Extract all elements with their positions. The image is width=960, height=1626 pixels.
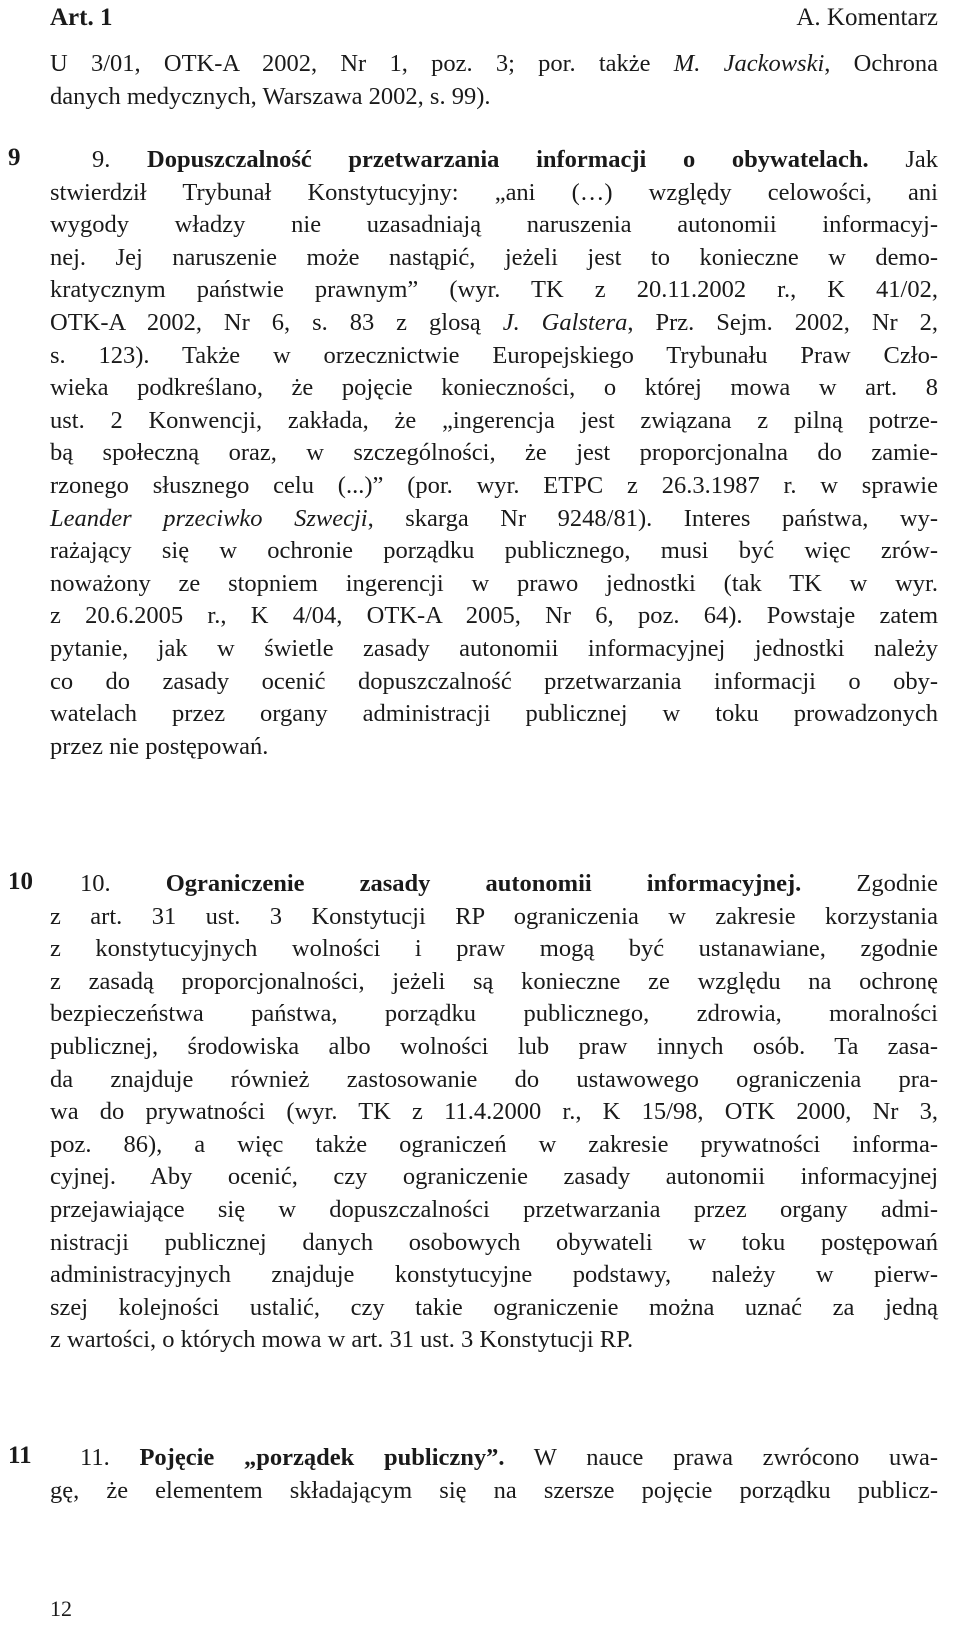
text-line [50, 1259, 938, 1292]
text-line [50, 535, 938, 568]
text-segment: nej. Jej naruszenie może nastąpić, jeżeli jest to konieczne w demo- [50, 243, 938, 271]
paragraph-11-first-line [50, 1442, 938, 1475]
italic-citation: Leander przeciwko Szwecji [50, 504, 368, 532]
text-segment: , skarga Nr 9248/81). Interes państwa, wy- [367, 504, 938, 532]
margin-number-9: 9 [8, 144, 21, 171]
text-line [50, 1194, 938, 1227]
text-segment: co do zasady ocenić dopuszczalność przetwarzania informacji o oby- [50, 667, 938, 695]
text-line [50, 966, 938, 999]
text-segment: U 3/01, OTK-A 2002, Nr 1, poz. 3; por. także [50, 50, 674, 77]
paragraph-9 [50, 144, 938, 763]
paragraph-9-heading-tail: Jak [868, 146, 938, 173]
paragraph-9-heading: Dopuszczalność przetwarzania informacji o obywatelach. [147, 146, 869, 173]
paragraph-9-number: 9. [92, 146, 111, 173]
paragraph-10-heading-tail: Zgodnie [801, 870, 938, 897]
text-segment: s. 123). Także w orzecznictwie Europejskiego Trybunału Praw Czło- [50, 341, 938, 369]
text-segment: gę, że elementem składającym się na szersze pojęcie porządku publicz- [50, 1476, 938, 1504]
text-line [50, 274, 938, 307]
text-segment: przejawiające się w dopuszczalności przetwarzania przez organy admi- [50, 1195, 938, 1223]
text-segment: rażający się w ochronie porządku publicznego, musi być więc zrów- [50, 537, 938, 565]
text-segment: rzonego słusznego celu (...)” (por. wyr. ETPC z 26.3.1987 r. w sprawie [50, 471, 938, 499]
text-line [50, 1031, 938, 1064]
text-segment: z zasadą proporcjonalności, jeżeli są konieczne ze względu na ochronę [50, 967, 938, 995]
text-segment: z wartości, o których mowa w art. 31 ust. 3 Konstytucji RP. [50, 1326, 634, 1354]
text-line [50, 48, 938, 81]
running-header-section: A. Komentarz [796, 4, 938, 31]
text-line [50, 340, 938, 373]
text-line [50, 1064, 938, 1097]
text-segment: watelach przez organy administracji publicznej w toku prowadzonych [50, 700, 938, 728]
text-segment: przez nie postępowań. [50, 732, 269, 760]
text-segment: danych medycznych, Warszawa 2002, s. 99). [50, 82, 491, 110]
italic-citation: J. Galstera [502, 308, 628, 336]
text-line [50, 177, 938, 210]
text-line [50, 307, 938, 340]
italic-citation: M. Jackowski [673, 50, 825, 77]
paragraph-11-heading: Pojęcie „porządek publiczny”. [139, 1444, 505, 1471]
text-segment: , Prz. Sejm. 2002, Nr 2, [627, 308, 939, 336]
text-line [50, 372, 938, 405]
text-line [50, 1475, 938, 1508]
text-line [50, 998, 938, 1031]
text-segment: da znajduje również zastosowanie do ustawowego ograniczenia pra- [50, 1065, 938, 1093]
text-segment: cyjnej. Aby ocenić, czy ograniczenie zasady autonomii informacyjnej [50, 1163, 938, 1191]
text-line [50, 731, 938, 764]
text-segment: nistracji publicznej danych osobowych obywateli w toku postępowań [50, 1228, 938, 1256]
text-line [50, 666, 938, 699]
paragraph-9-first-line [50, 144, 938, 177]
text-segment: administracyjnych znajduje konstytucyjne podstawy, należy w pierw- [50, 1261, 938, 1289]
paragraph-11-number: 11. [80, 1444, 110, 1471]
paragraph-10 [50, 868, 938, 1357]
text-line [50, 698, 938, 731]
text-segment: wygody władzy nie uzasadniają naruszenia autonomii informacyj- [50, 211, 938, 239]
text-segment: publicznej, środowiska albo wolności lub praw innych osób. Ta zasa- [50, 1032, 938, 1060]
paragraph-11 [50, 1442, 938, 1507]
text-line [50, 901, 938, 934]
text-segment: bezpieczeństwa państwa, porządku publicznego, zdrowia, moralności [50, 1000, 938, 1028]
text-segment: stwierdził Trybunał Konstytucyjny: „ani (…) względy celowości, ani [50, 178, 938, 206]
text-line [50, 1129, 938, 1162]
text-line [50, 503, 938, 536]
text-line [50, 1324, 938, 1357]
text-segment: pytanie, jak w świetle zasady autonomii informacyjnej jednostki należy [50, 634, 938, 662]
text-line [50, 1227, 938, 1260]
text-line [50, 600, 938, 633]
text-segment: noważony ze stopniem ingerencji w prawo jednostki (tak TK w wyr. [50, 569, 938, 597]
text-segment: poz. 86), a więc także ograniczeń w zakresie prywatności informa- [50, 1130, 938, 1158]
text-line [50, 209, 938, 242]
text-segment: szej kolejności ustalić, czy takie ograniczenie można uznać za jedną [50, 1293, 938, 1321]
text-line [50, 568, 938, 601]
margin-number-11: 11 [8, 1442, 32, 1469]
text-segment: bą społeczną oraz, w szczególności, że jest proporcjonalna do zamie- [50, 439, 938, 467]
text-line [50, 633, 938, 666]
page-number: 12 [50, 1596, 72, 1621]
paragraph-10-heading: Ograniczenie zasady autonomii informacyjnej. [165, 870, 802, 897]
text-segment: z 20.6.2005 r., K 4/04, OTK-A 2005, Nr 6, poz. 64). Powstaje zatem [50, 602, 938, 630]
text-line [50, 81, 938, 114]
paragraph-10-number: 10. [80, 870, 111, 897]
text-segment: OTK-A 2002, Nr 6, s. 83 z glosą [50, 308, 503, 336]
margin-number-10: 10 [8, 868, 33, 895]
running-header-article: Art. 1 [50, 4, 113, 31]
text-line [50, 1096, 938, 1129]
text-segment: wieka podkreślano, że pojęcie konieczności, o której mowa w art. 8 [50, 374, 938, 402]
text-line [50, 933, 938, 966]
text-segment: kratycznym państwie prawnym” (wyr. TK z 20.11.2002 r., K 41/02, [50, 276, 938, 304]
text-line [50, 1292, 938, 1325]
paragraph-11-heading-tail: W nauce prawa zwrócono uwa- [504, 1444, 938, 1471]
text-line [50, 242, 938, 275]
paragraph-intro [50, 48, 938, 113]
text-line [50, 1161, 938, 1194]
paragraph-10-first-line [50, 868, 938, 901]
text-line [50, 437, 938, 470]
text-segment: z art. 31 ust. 3 Konstytucji RP ograniczenia w zakresie korzystania [50, 902, 938, 930]
text-segment: ust. 2 Konwencji, zakłada, że „ingerencja jest związana z pilną potrze- [50, 406, 938, 434]
text-line [50, 470, 938, 503]
text-segment: , Ochrona [824, 50, 938, 77]
text-segment: wa do prywatności (wyr. TK z 11.4.2000 r., K 15/98, OTK 2000, Nr 3, [50, 1098, 938, 1126]
text-line [50, 405, 938, 438]
text-segment: z konstytucyjnych wolności i praw mogą być ustanawiane, zgodnie [50, 935, 938, 963]
